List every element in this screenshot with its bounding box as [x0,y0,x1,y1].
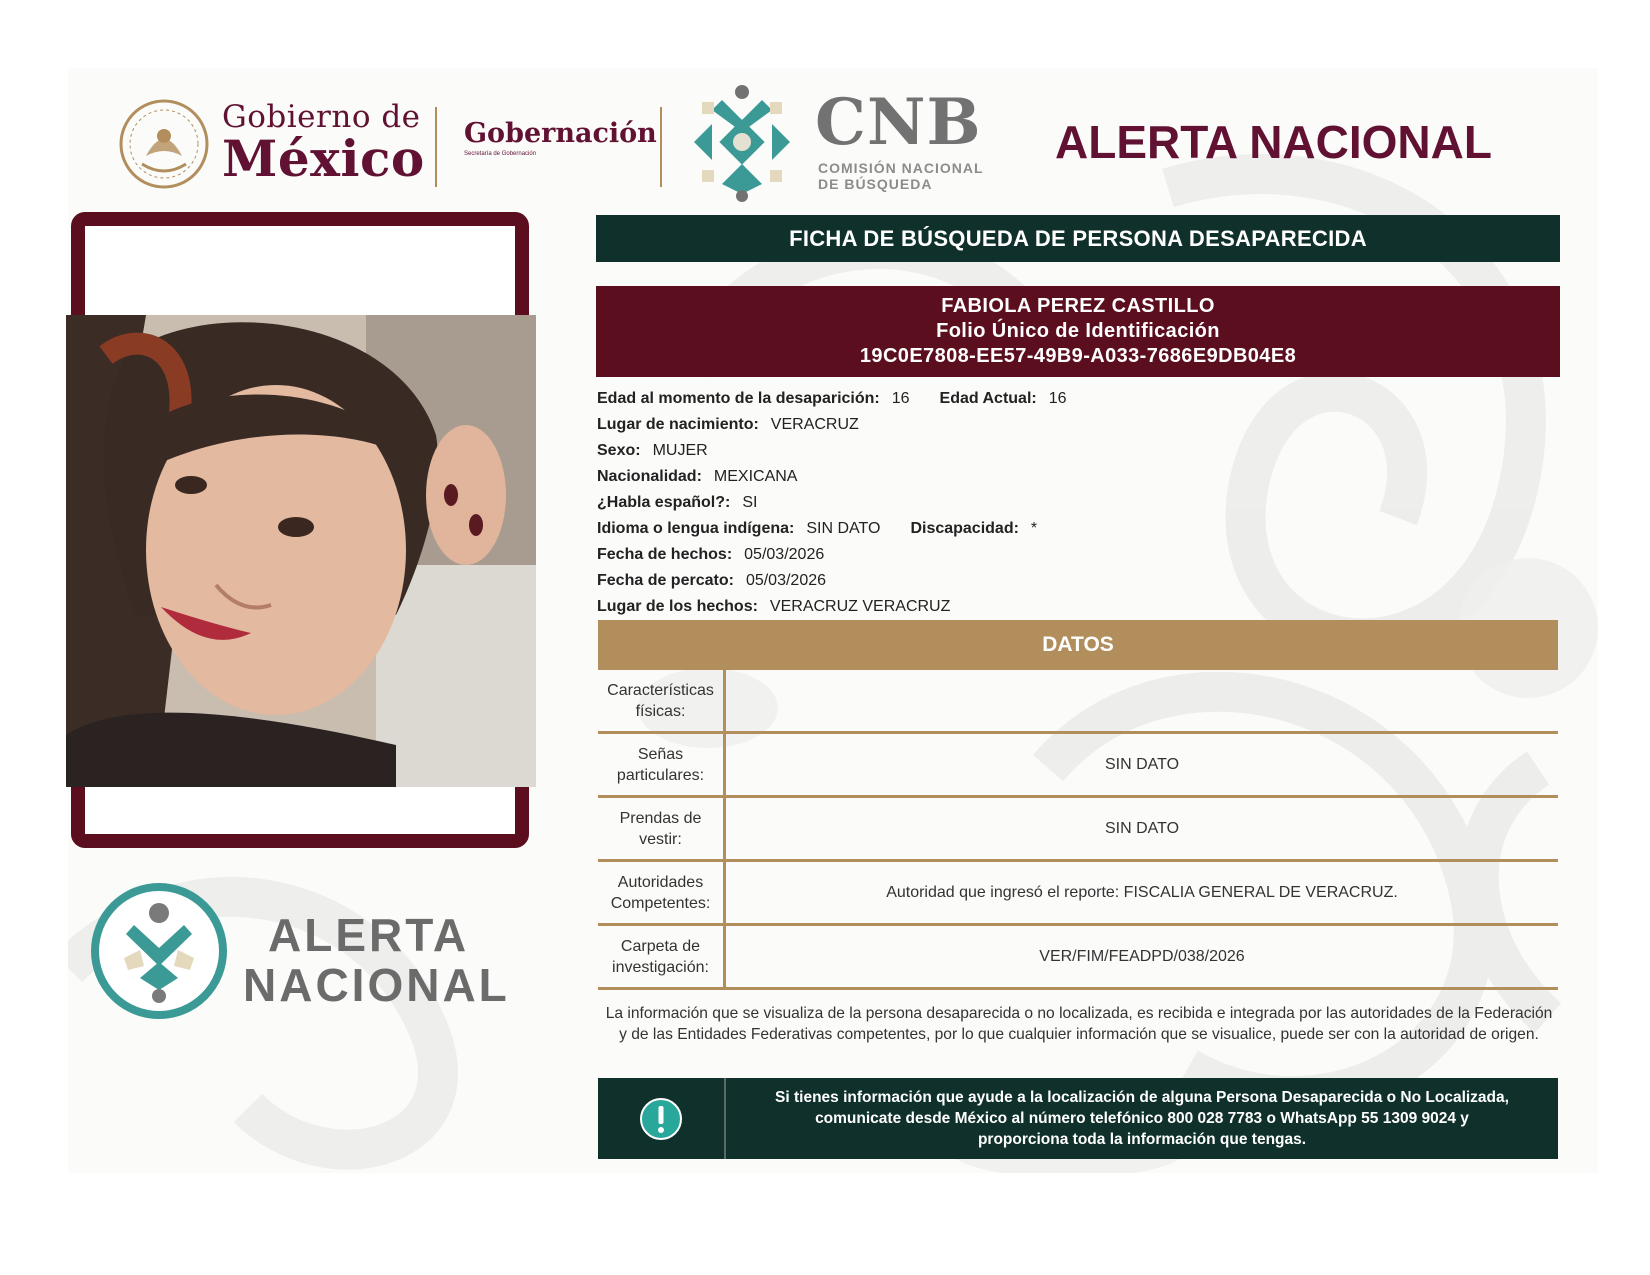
fecha-percato-value: 05/03/2026 [745,572,827,589]
info-row [597,542,1067,568]
datos-row [598,734,1558,798]
edad-value: 16 [891,390,910,407]
coat-of-arms-icon [118,98,210,190]
datos-key [598,670,726,731]
datos-value: Autoridad que ingresó el reporte: FISCALIA GENERAL DE VERACRUZ. [886,883,1398,901]
idioma-label: Idioma o lengua indígena: [597,520,795,537]
cnb-name-line1: COMISIÓN NACIONAL [818,160,984,176]
info-row [597,516,1067,542]
datos-row [598,798,1558,862]
info-row [597,438,1067,464]
datos-key-line1: Carpeta de [620,937,701,955]
fecha-hechos-value: 05/03/2026 [744,546,825,563]
gobernacion-sub: Secretaría de Gobernación [464,151,537,157]
gobernacion-logo [464,118,657,157]
contact-text [726,1078,1558,1159]
cnb-logo-icon [682,82,802,202]
datos-row [598,670,1558,734]
ficha-title: FICHA DE BÚSQUEDA DE PERSONA DESAPARECIDA [596,215,1560,262]
discapacidad-label: Discapacidad: [910,520,1019,537]
idioma-value: SIN DATO [806,520,881,537]
nacimiento-value: VERACRUZ [770,416,859,433]
contact-line3: proporciona toda la información que tengas. [977,1131,1307,1148]
lugar-hechos-value: VERACRUZ VERACRUZ [769,598,951,615]
gobierno-de-mexico-logo [222,99,425,188]
nacionalidad-value: MEXICANA [713,468,798,485]
folio-value: 19C0E7808-EE57-49B9-A033-7686E9DB04E8 [859,345,1297,367]
disclaimer-text: La información que se visualiza de la persona desaparecida o no localizada, es recibida e integrada por las autoridades de la Federación y de las Entidades Federativas competentes, por lo que cualquier información que se visualice, puede ser con la autoridad de origen. [605,1005,1553,1043]
gobierno-line2: México [222,129,425,188]
edad-actual-label: Edad Actual: [939,390,1037,407]
info-row [597,386,1067,412]
alerta-nacional-logo-text [243,910,510,1010]
datos-value: SIN DATO [1104,819,1180,837]
cnb-name [818,160,984,192]
datos-value [726,670,1558,731]
person-photo-image [66,315,536,787]
sexo-label: Sexo: [597,442,641,459]
datos-key-line2: Competentes: [610,894,711,912]
cnb-acronym: CNB [815,85,982,160]
lugar-hechos-label: Lugar de los hechos: [597,598,758,615]
fecha-percato-label: Fecha de percato: [597,572,734,589]
alerta-logo-line1: ALERTA [268,909,470,961]
info-row [597,594,1067,620]
cnb-name-line2: DE BÚSQUEDA [818,176,933,192]
person-name: FABIOLA PEREZ CASTILLO [941,295,1215,317]
datos-key [598,862,726,923]
contact-line2: comunicate desde México al número telefónico 800 028 7783 o WhatsApp 55 1309 9024 y [815,1110,1469,1127]
gobernacion-label: Gobernación [464,118,657,149]
header-divider [660,107,662,187]
espanol-value: SI [742,494,758,511]
person-name-box [596,286,1560,377]
contact-icon-cell [598,1078,726,1159]
espanol-label: ¿Habla español?: [597,494,731,511]
alerta-nacional-logo-icon [88,880,230,1022]
nacimiento-label: Lugar de nacimiento: [597,416,759,433]
exclamation-icon [639,1097,683,1141]
info-row [597,568,1067,594]
discapacidad-value: * [1030,520,1038,537]
fecha-hechos-label: Fecha de hechos: [597,546,733,563]
folio-label: Folio Único de Identificación [936,320,1220,342]
sexo-value: MUJER [652,442,708,459]
datos-table [598,670,1558,990]
alert-title: ALERTA NACIONAL [1055,116,1492,168]
datos-key-line1: Características [607,681,714,699]
alerta-logo-line2: NACIONAL [243,959,510,1011]
datos-key-line2: particulares: [616,766,705,784]
edad-label: Edad al momento de la desaparición: [597,390,880,407]
edad-actual-value: 16 [1048,390,1067,407]
datos-key-line2: físicas: [635,702,686,720]
info-row [597,464,1067,490]
contact-banner [598,1078,1558,1159]
datos-value: SIN DATO [1104,755,1180,773]
nacionalidad-label: Nacionalidad: [597,468,702,485]
gobierno-line1: Gobierno de [222,99,421,135]
datos-key-line1: Prendas de [619,809,702,827]
datos-key-line2: investigación: [612,958,709,976]
datos-key-line2: vestir: [639,830,682,848]
person-photo [66,315,536,787]
datos-title: DATOS [598,620,1558,670]
info-row [597,490,1067,516]
contact-line1: Si tienes información que ayude a la localización de alguna Persona Desaparecida o No Localizada, [775,1089,1509,1106]
info-row [597,412,1067,438]
datos-value: VER/FIM/FEADPD/038/2026 [1039,947,1245,965]
header-divider [435,107,437,187]
datos-key [598,926,726,987]
datos-row [598,862,1558,926]
person-info [597,386,1067,620]
datos-key [598,798,726,859]
datos-key-line1: Autoridades [617,873,704,891]
datos-row [598,926,1558,990]
datos-key [598,734,726,795]
datos-key-line1: Señas [637,745,684,763]
